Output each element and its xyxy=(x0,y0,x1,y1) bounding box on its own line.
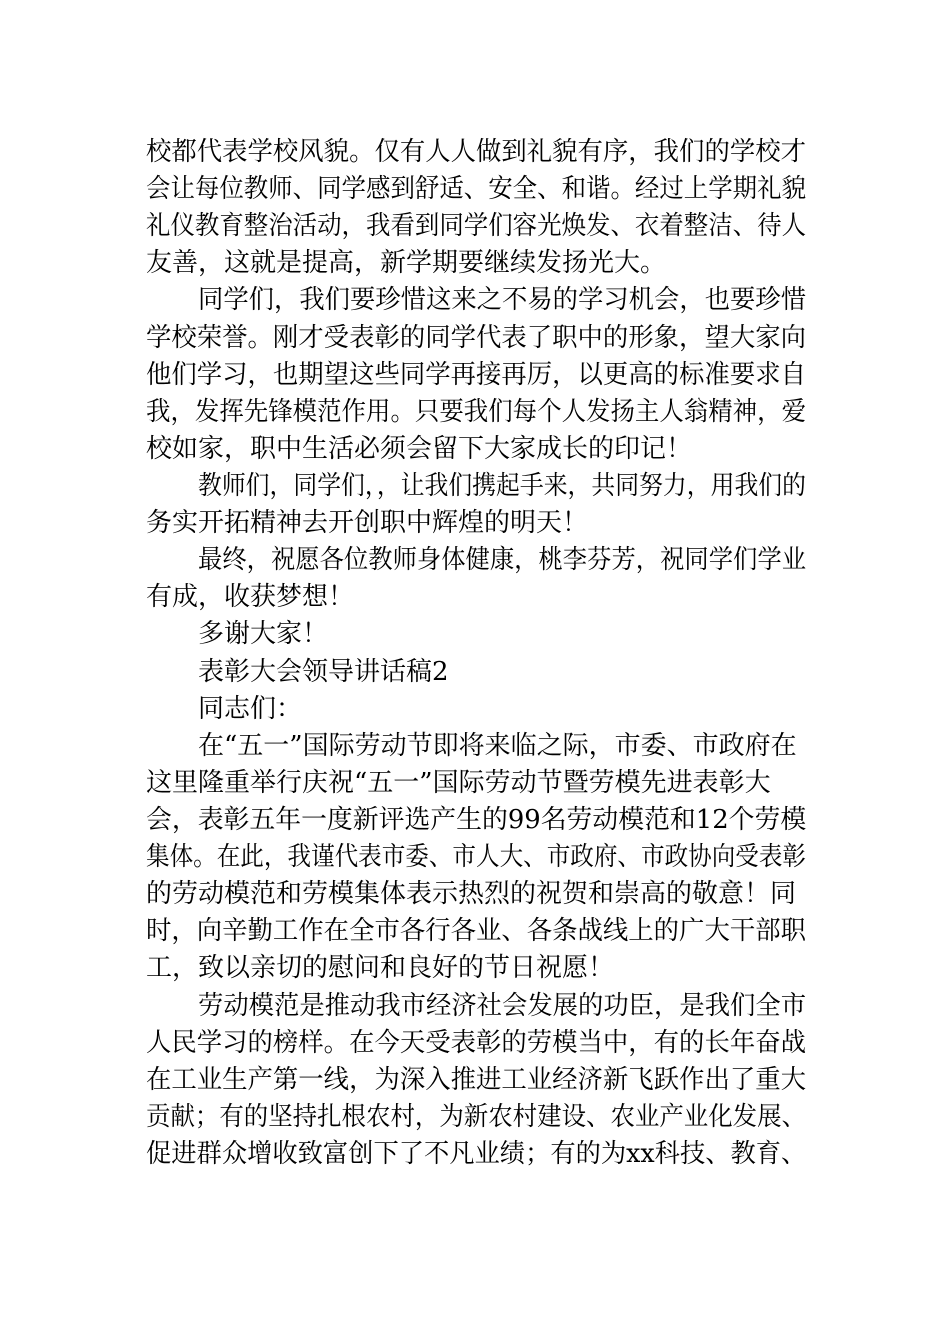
text-line: 的劳动模范和劳模集体表示热烈的祝贺和崇高的敬意！同 xyxy=(146,879,797,909)
text-line: 这里隆重举行庆祝“五一”国际劳动节暨劳模先进表彰大 xyxy=(146,768,771,798)
text-line: 在工业生产第一线，为深入推进工业经济新飞跃作出了重大 xyxy=(146,1065,806,1095)
text-line: 集体。在此，我谨代表市委、市人大、市政府、市政协向受表彰 xyxy=(146,842,807,872)
text-line: 务实开拓精神去开创职中辉煌的明天！ xyxy=(146,508,589,538)
text-line: 时，向辛勤工作在全市各行各业、各条战线上的广大干部职 xyxy=(146,916,806,946)
text-line: 校都代表学校风貌。仅有人人做到礼貌有序，我们的学校才 xyxy=(146,137,806,167)
text-line: 学校荣誉。刚才受表彰的同学代表了职中的形象，望大家向 xyxy=(146,323,806,353)
text-line: 校如家，职中生活必须会留下大家成长的印记！ xyxy=(146,434,693,464)
text-line: 教师们，同学们，，让我们携起手来，共同努力，用我们的 xyxy=(198,471,806,501)
text-line: 最终，祝愿各位教师身体健康，桃李芬芳，祝同学们学业 xyxy=(198,545,807,575)
text-line: 礼仪教育整治活动，我看到同学们容光焕发、衣着整洁、待人 xyxy=(146,211,807,241)
text-line: 友善，这就是提高，新学期要继续发扬光大。 xyxy=(146,248,667,278)
text-line: 会，表彰五年一度新评选产生的99名劳动模范和12个劳模 xyxy=(146,805,807,835)
text-line: 有成，收获梦想！ xyxy=(146,582,355,612)
text-line: 同学们，我们要珍惜这来之不易的学习机会，也要珍惜 xyxy=(198,285,807,315)
text-line: 工，致以亲切的慰问和良好的节日祝愿！ xyxy=(146,953,615,983)
text-line: 会让每位教师、同学感到舒适、安全、和谐。经过上学期礼貌 xyxy=(146,174,807,204)
text-line: 人民学习的榜样。在今天受表彰的劳模当中，有的长年奋战 xyxy=(146,1028,806,1058)
text-line: 在“五一”国际劳动节即将来临之际，市委、市政府在 xyxy=(198,731,797,761)
text-line: 我，发挥先锋模范作用。只要我们每个人发扬主人翁精神，爱 xyxy=(146,397,807,427)
salutation: 同志们： xyxy=(198,694,303,724)
section-heading: 表彰大会领导讲话稿2 xyxy=(198,657,449,687)
text-line: 促进群众增收致富创下了不凡业绩；有的为xx科技、教育、 xyxy=(146,1139,807,1169)
text-line: 劳动模范是推动我市经济社会发展的功臣，是我们全市 xyxy=(198,991,807,1021)
text-line: 贡献；有的坚持扎根农村，为新农村建设、农业产业化发展、 xyxy=(146,1102,807,1132)
text-line: 多谢大家！ xyxy=(198,619,329,649)
text-line: 他们学习，也期望这些同学再接再厉，以更高的标准要求自 xyxy=(146,360,806,390)
